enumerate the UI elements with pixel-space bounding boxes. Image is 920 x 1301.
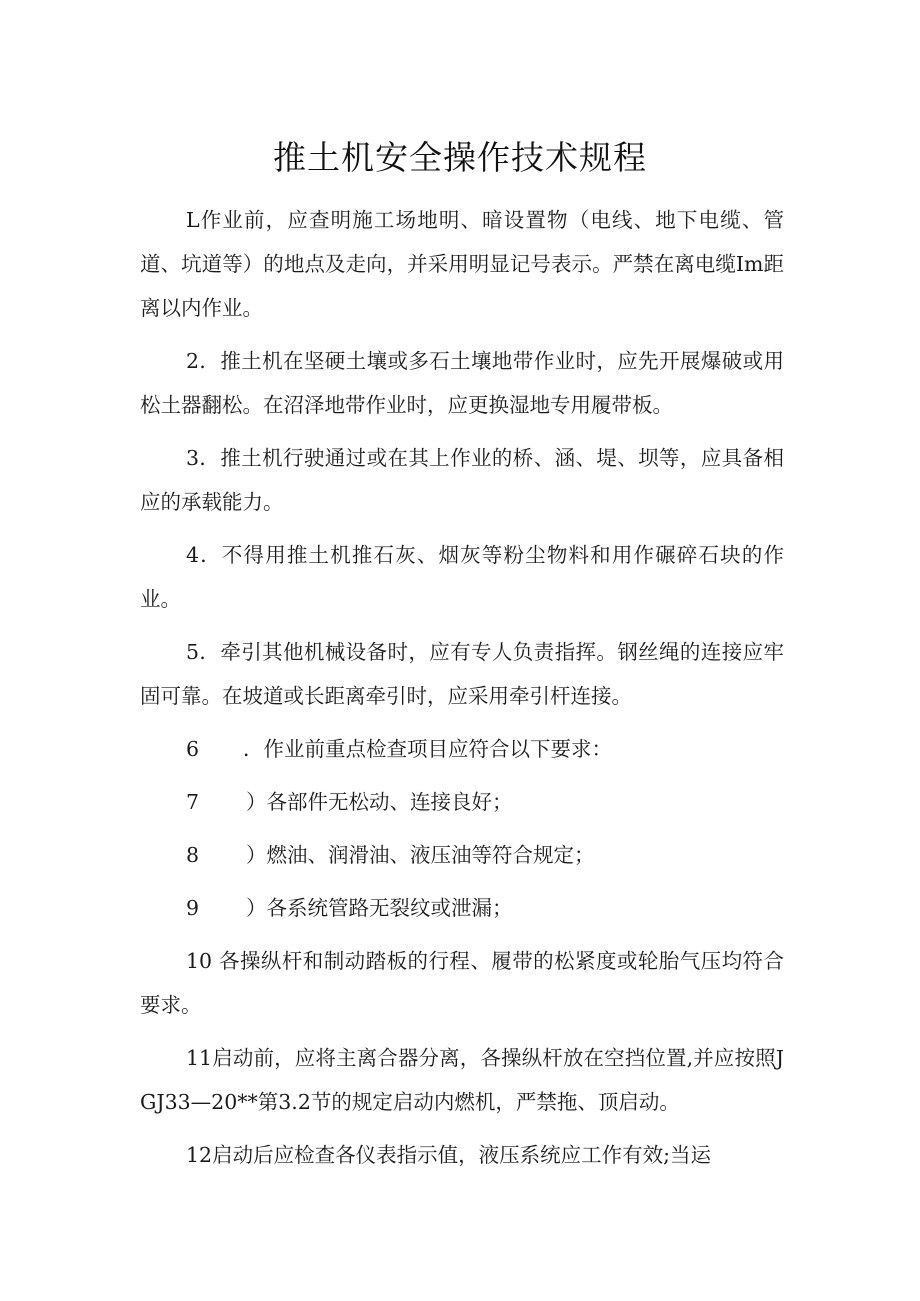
item-number: 8: [186, 843, 200, 867]
list-item-8: [140, 833, 784, 877]
paragraph-11: 11启动前，应将主离合器分离，各操纵杆放在空挡位置,并应按照JGJ33—20**第3.2节的规定启动内燃机，严禁拖、顶启动。: [140, 1046, 784, 1114]
list-item-7: [140, 780, 784, 824]
list-item-9: [140, 886, 784, 930]
item-text: ．作业前重点检查项目应符合以下要求：: [243, 737, 612, 761]
paragraph-2: 2．推土机在坚硬土壤或多石土壤地带作业时，应先开展爆破或用松土器翻松。在沼泽地带作业时，应更换湿地专用履带板。: [140, 349, 784, 417]
document-body: [140, 198, 784, 1186]
paragraph-10: 10 各操纵杆和制动踏板的行程、履带的松紧度或轮胎气压均符合要求。: [140, 949, 784, 1017]
paragraph-4: 4．不得用推土机推石灰、烟灰等粉尘物料和用作碾碎石块的作业。: [140, 543, 784, 611]
item-number: 9: [186, 896, 200, 920]
item-text: ）燃油、润滑油、液压油等符合规定；: [246, 843, 595, 867]
item-number: 6: [186, 737, 200, 761]
item-text: ）各部件无松动、连接良好；: [246, 790, 513, 814]
page-title: 推土机安全操作技术规程: [273, 138, 647, 177]
item-text: ）各系统管路无裂纹或泄漏；: [246, 896, 513, 920]
item-number: 7: [186, 790, 200, 814]
paragraph-5: 5．牵引其他机械设备时，应有专人负责指挥。钢丝绳的连接应牢固可靠。在坡道或长距离牵引时，应采用牵引杆连接。: [140, 640, 784, 708]
paragraph-3: 3．推土机行驶通过或在其上作业的桥、涵、堤、坝等，应具备相应的承载能力。: [140, 446, 784, 514]
paragraph-1: L作业前，应查明施工场地明、暗设置物（电线、地下电缆、管道、坑道等）的地点及走向，并采用明显记号表示。严禁在离电缆Im距离以内作业。: [140, 208, 784, 320]
paragraph-12: 12启动后应检查各仪表指示值，液压系统应工作有效;当运: [186, 1143, 711, 1167]
list-item-6: [140, 727, 784, 771]
